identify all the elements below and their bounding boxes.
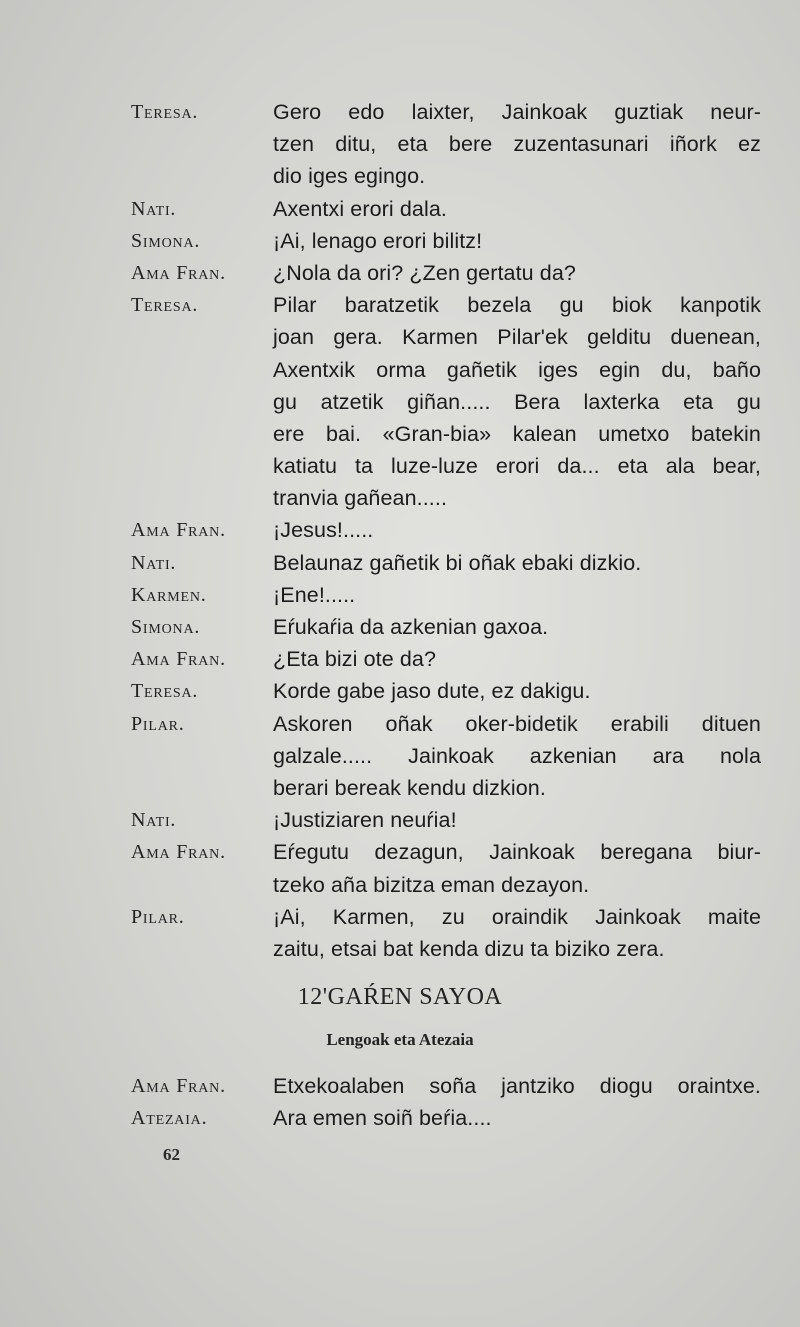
dialogue-text: joan gera. Karmen Pilar'ek gelditu duenean, — [273, 325, 761, 350]
dialogue-line — [0, 96, 800, 128]
dialogue-text: gu atzetik giñan..... Bera laxterka eta gu — [273, 389, 761, 414]
dialogue-line — [0, 804, 800, 836]
dialogue-text: ere bai. «Gran-bia» kalean umetxo batekin — [273, 421, 761, 446]
dialogue-text: Axentxi erori dala. — [273, 196, 447, 221]
speaker-name: Ama Fran. — [131, 841, 226, 864]
dialogue-text: Eŕukaŕia da azkenian gaxoa. — [273, 615, 549, 639]
dialogue-line — [0, 386, 800, 418]
scene-title: 12'GAŔEN SAYOA — [297, 984, 503, 1010]
dialogue-text: Ara emen soiñ beŕia.... — [273, 1106, 492, 1131]
dialogue-text: zaitu, etsai bat kenda dizu ta biziko zera. — [273, 936, 665, 961]
dialogue-text: katiatu ta luze-luze erori da... eta ala bear, — [273, 454, 761, 479]
dialogue-text: Eŕegutu dezagun, Jainkoak beregana biur- — [273, 840, 761, 865]
dialogue-text: ¿Eta bizi ote da? — [273, 647, 437, 672]
dialogue-line — [0, 675, 800, 707]
dialogue-line — [0, 450, 800, 482]
dialogue-line — [0, 257, 800, 289]
dialogue-text: Axentxik orma gañetik iges egin du, baño — [273, 357, 761, 382]
speaker-name: Simona. — [131, 229, 201, 252]
speaker-name: Nati. — [131, 551, 177, 574]
dialogue-text: Askoren oñak oker-bidetik erabili dituen — [273, 711, 761, 736]
speaker-name: Ama Fran. — [131, 648, 226, 671]
dialogue-line — [0, 193, 800, 225]
dialogue-text: galzale..... Jainkoak azkenian ara nola — [273, 743, 761, 768]
dialogue-text: ¡Ai, lenago erori bilitz! — [273, 228, 483, 253]
dialogue-text: Korde gabe jaso dute, ez dakigu. — [273, 679, 591, 704]
dialogue-text: tzen ditu, eta bere zuzentasunari iñork ez — [273, 132, 761, 157]
speaker-name: Pilar. — [131, 712, 185, 735]
dialogue-text: ¡Ai, Karmen, zu oraindik Jainkoak maite — [273, 904, 761, 929]
speaker-name: Nati. — [131, 197, 177, 220]
dialogue-line — [0, 321, 800, 353]
dialogue-line — [0, 418, 800, 450]
dialogue-text: berari bereak kendu dizkion. — [273, 775, 546, 800]
dialogue-line — [0, 1070, 800, 1102]
dialogue-line — [0, 933, 800, 965]
page-number: 62 — [163, 1145, 180, 1164]
dialogue-line — [0, 128, 800, 160]
dialogue-text: dio iges egingo. — [273, 164, 426, 189]
speaker-name: Nati. — [131, 809, 177, 832]
dialogue-line — [0, 708, 800, 740]
dialogue-line — [0, 579, 800, 611]
dialogue-line — [0, 869, 800, 901]
dialogue-line — [0, 354, 800, 386]
dialogue-text: tzeko aña bizitza eman dezayon. — [273, 872, 590, 897]
dialogue-text: ¿Nola da ori? ¿Zen gertatu da? — [273, 260, 576, 285]
dialogue-line — [0, 289, 800, 321]
speaker-name: Teresa. — [131, 680, 199, 703]
dialogue-block — [0, 96, 800, 965]
dialogue-line — [0, 547, 800, 579]
dialogue-text: ¡Jesus!..... — [273, 518, 374, 543]
speaker-name: Teresa. — [131, 294, 199, 317]
speaker-name: Pilar. — [131, 905, 185, 928]
scene-subtitle: Lengoak eta Atezaia — [326, 1030, 474, 1049]
speaker-name: Ama Fran. — [131, 519, 226, 542]
speaker-name: Teresa. — [131, 101, 199, 123]
speaker-name: Simona. — [131, 616, 201, 638]
dialogue-line — [0, 514, 800, 546]
speaker-name: Ama Fran. — [131, 261, 226, 284]
dialogue-text: ¡Justiziaren neuŕia! — [273, 808, 457, 833]
speaker-name: Atezaia. — [131, 1107, 208, 1130]
dialogue-line — [0, 740, 800, 772]
dialogue-text: ¡Ene!..... — [273, 582, 356, 607]
dialogue-line — [0, 836, 800, 868]
dialogue-line — [0, 160, 800, 192]
dialogue-line — [0, 772, 800, 804]
dialogue-text: Etxekoalaben soña jantziko diogu oraintxe. — [273, 1074, 761, 1098]
dialogue-line — [0, 225, 800, 257]
dialogue-line — [0, 643, 800, 675]
dialogue-line — [0, 1102, 800, 1134]
dialogue-line — [0, 901, 800, 933]
dialogue-text: Gero edo laixter, Jainkoak guztiak neur- — [273, 100, 761, 124]
dialogue-line — [0, 611, 800, 643]
dialogue-text: Pilar baratzetik bezela gu biok kanpotik — [273, 293, 761, 318]
dialogue-line — [0, 482, 800, 514]
speaker-name: Ama Fran. — [131, 1075, 226, 1097]
dialogue-text: Belaunaz gañetik bi oñak ebaki dizkio. — [273, 550, 642, 575]
dialogue-text: tranvia gañean..... — [273, 486, 448, 511]
speaker-name: Karmen. — [131, 583, 207, 606]
dialogue-block-2 — [0, 1070, 800, 1134]
